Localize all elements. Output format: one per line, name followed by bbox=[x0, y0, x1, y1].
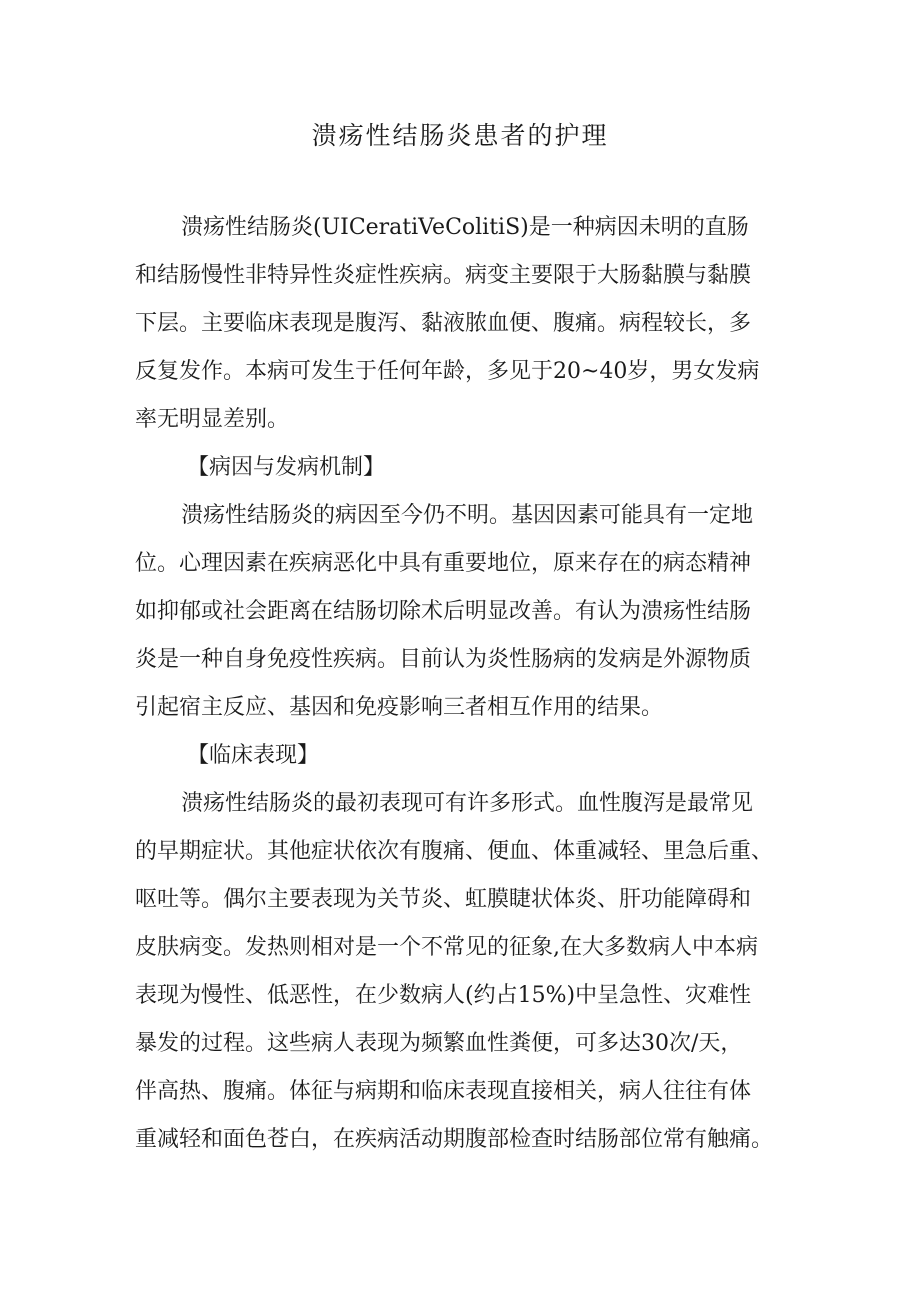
paragraph-line: 重减轻和面色苍白，在疾病活动期腹部检查时结肠部位常有触痛。 bbox=[135, 1127, 774, 1152]
section-heading: 【临床表现】 bbox=[187, 743, 320, 768]
paragraph-line: 的早期症状。其他症状依次有腹痛、便血、体重减轻、里急后重、 bbox=[135, 839, 774, 864]
document-title: 溃疡性结肠炎患者的护理 bbox=[311, 121, 609, 150]
section-heading: 【病因与发病机制】 bbox=[187, 455, 386, 480]
paragraph-line: 呕吐等。偶尔主要表现为关节炎、虹膜睫状体炎、肝功能障碍和 bbox=[135, 887, 752, 912]
paragraph-line: 皮肤病变。发热则相对是一个不常见的征象,在大多数病人中本病 bbox=[135, 935, 758, 960]
paragraph-line: 溃疡性结肠炎(UICeratiVeColitiS)是一种病因未明的直肠 bbox=[181, 215, 749, 240]
paragraph-line: 率无明显差别。 bbox=[135, 407, 290, 432]
paragraph-line: 溃疡性结肠炎的病因至今仍不明。基因因素可能具有一定地 bbox=[181, 503, 754, 528]
paragraph-line: 引起宿主反应、基因和免疫影响三者相互作用的结果。 bbox=[135, 695, 664, 720]
paragraph-line: 伴高热、腹痛。体征与病期和临床表现直接相关，病人往往有体 bbox=[135, 1079, 752, 1104]
paragraph-line: 表现为慢性、低恶性，在少数病人(约占15%)中呈急性、灾难性 bbox=[135, 983, 752, 1008]
paragraph-line: 溃疡性结肠炎的最初表现可有许多形式。血性腹泻是最常见 bbox=[181, 791, 754, 816]
paragraph-line: 位。心理因素在疾病恶化中具有重要地位，原来存在的病态精神 bbox=[135, 551, 752, 576]
paragraph-line: 如抑郁或社会距离在结肠切除术后明显改善。有认为溃疡性结肠 bbox=[135, 599, 752, 624]
document-body bbox=[135, 204, 795, 1164]
paragraph-line: 暴发的过程。这些病人表现为频繁血性粪便，可多达30次/天， bbox=[135, 1031, 743, 1056]
paragraph-line: 炎是一种自身免疫性疾病。目前认为炎性肠病的发病是外源物质 bbox=[135, 647, 752, 672]
paragraph-line: 下层。主要临床表现是腹泻、黏液脓血便、腹痛。病程较长，多 bbox=[135, 311, 752, 336]
paragraph-line: 和结肠慢性非特异性炎症性疾病。病变主要限于大肠黏膜与黏膜 bbox=[135, 263, 752, 288]
paragraph-line: 反复发作。本病可发生于任何年龄，多见于20~40岁，男女发病 bbox=[135, 359, 760, 384]
